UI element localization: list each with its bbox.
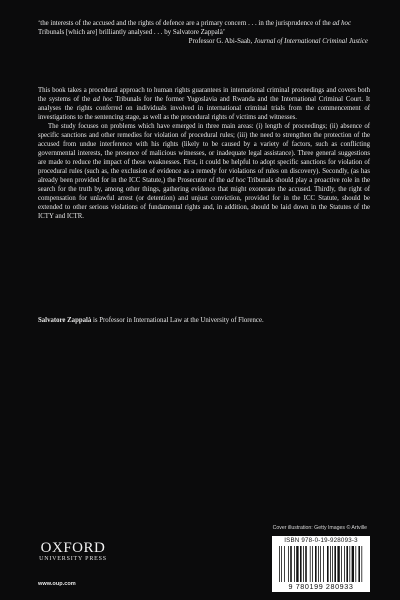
publisher-logo <box>38 541 108 562</box>
author-bio <box>38 316 370 325</box>
barcode-icon <box>278 546 364 582</box>
isbn-label: ISBN 978-0-19-928093-3 <box>284 537 358 544</box>
cover-illustration-credit: Cover illustration: Getty Images © Artville <box>272 525 367 531</box>
barcode-digits: 9 780199 280933 <box>288 582 354 591</box>
description-paragraph-1: This book takes a procedural approach to human rights guarantees in international criminal proceedings and covers both the systems of the ad hoc Tribunals for the former Yugoslavia and Rwanda and the International Criminal Court. It analyses the rights conferred on individuals involved in international criminal trials from the commencement of investigations to the sentencing stage, as well as the procedural rights of victims and witnesses. <box>38 87 370 121</box>
author-name: Salvatore Zappalà <box>38 317 92 324</box>
publisher-press: UNIVERSITY PRESS <box>39 556 107 562</box>
quote-text: ‘the interests of the accused and the rights of defence are a primary concern . . . in the jurisprudence of the ad hoc Tribunals [which are] brilliantly analysed . . . by Salvatore Zappalà’ <box>38 20 352 37</box>
publisher-url: www.oup.com <box>38 581 76 587</box>
book-description <box>38 86 370 221</box>
review-quote <box>38 19 368 47</box>
journal-name: Journal of International Criminal Justice <box>253 38 368 46</box>
isbn-barcode <box>272 536 370 592</box>
publisher-name: OXFORD <box>40 540 106 556</box>
description-paragraph-2: The study focuses on problems which have emerged in three main areas: (i) length of proceedings; (ii) absence of specific sanctions and other remedies for violation of procedural rules; (iii) the need to strengthen the protection of the accused from undue interference with his rights (likely to be caused by a variety of factors, such as conflicting governmental interests, the presence of malicious witnesses, or inadequate legal assistance). Three general suggestions are made to reduce the impact of these weaknesses. First, it could be helpful to adopt specific sanctions for violation of procedural rules (such as, the exclusion of evidence as a remedy for violations of rules on discovery). Secondly, (as has already been provided for in the ICC Statute,) the Prosecutor of the ad hoc Tribunals should play a proactive role in the search for the truth by, among other things, gathering evidence that might exonerate the accused. Thirdly, the right of compensation for unlawful arrest (or detention) and unjust conviction, provided for in the ICC Statute, should be extended to other serious violations of fundamental rights and, in addition, should be laid down in the Statutes of the ICTY and ICTR. <box>38 123 371 220</box>
author-bio-text: is Professor in International Law at the University of Florence. <box>91 317 264 324</box>
quote-attribution: Professor G. Abi-Saab, Journal of International Criminal Justice <box>188 38 368 46</box>
